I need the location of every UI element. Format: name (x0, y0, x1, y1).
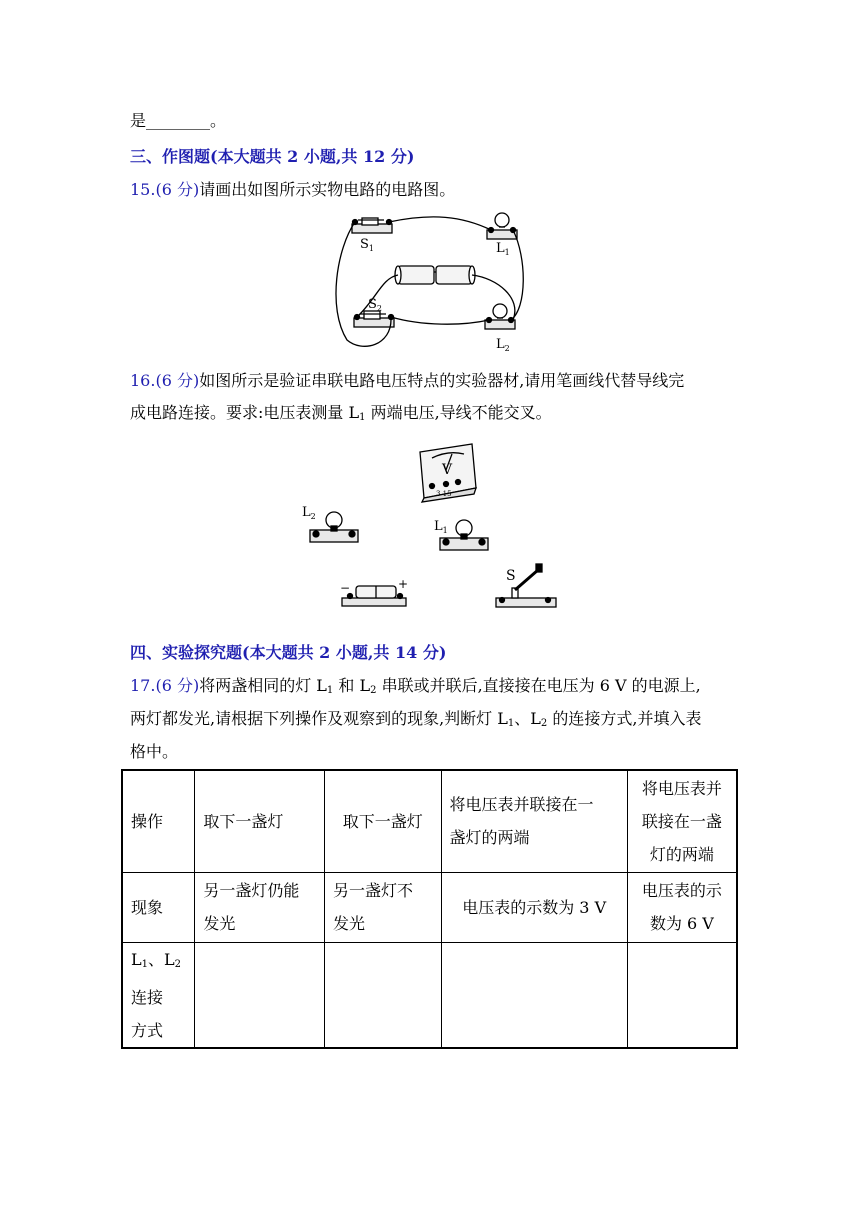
q17-line2 (130, 708, 701, 735)
top-line-suffix: 。 (210, 111, 227, 130)
answer-cell-1[interactable] (195, 942, 325, 1048)
q17-s1: 1 (326, 685, 334, 696)
cell-ph-4: 电压表的示 数为 6 V (627, 872, 737, 942)
q17-s3: 1 (507, 718, 515, 729)
top-line (130, 110, 226, 132)
q16-sub: 1 (359, 412, 366, 423)
q17-s4: 2 (540, 718, 548, 729)
cell-ph-3: 电压表的示数为 3 V (441, 872, 627, 942)
table-row-phenomenon (122, 872, 737, 942)
label-s1: $S_1$ (360, 237, 374, 253)
section3-title: 三、作图题(本大题共 2 小题,共 12 分) (130, 147, 415, 166)
battery-pack (395, 266, 475, 284)
q17-number: 17.(6 分) (130, 676, 200, 695)
q16-line1 (130, 370, 684, 392)
q17-t1a: 将两盏相同的灯 L (199, 676, 327, 695)
table-row-operation (122, 770, 737, 872)
q15-question: 请画出如图所示实物电路的电路图。 (199, 180, 456, 199)
voltmeter-ticks: 3 15 (436, 490, 452, 498)
q17-t1c: 串联或并联后,直接接在电压为 6 V 的电源上, (376, 676, 701, 695)
cell-ph-1: 另一盏灯仍能 发光 (195, 872, 325, 942)
answer-cell-4[interactable] (627, 942, 737, 1048)
label-l2-apparatus: $L_2$ (302, 505, 316, 521)
table-row-connection (122, 942, 737, 1048)
q17-table (121, 769, 738, 1049)
label-l1: $L_1$ (496, 241, 510, 257)
label-s-apparatus: S (506, 568, 516, 584)
label-s2: $S_2$ (368, 297, 382, 313)
cell-op-1: 取下一盏灯 (195, 770, 325, 872)
answer-blank: ________ (146, 111, 211, 130)
cell-op-2: 取下一盏灯 (324, 770, 441, 872)
q16-number: 16.(6 分) (130, 371, 200, 390)
voltmeter-v-label: V (442, 462, 453, 478)
q16-apparatus-figure (300, 440, 570, 615)
q17-line3: 格中。 (130, 742, 179, 761)
q16-text-2a: 成电路连接。要求:电压表测量 L (130, 403, 360, 422)
battery-plus: + (398, 577, 409, 591)
row-header-phenomenon: 现象 (122, 872, 195, 942)
cell-op-3: 将电压表并联接在一 盏灯的两端 (441, 770, 627, 872)
q17-t1b: 和 L (333, 676, 371, 695)
answer-cell-3[interactable] (441, 942, 627, 1048)
row-header-connection: $L_1$、$L_2$ 连接 方式 (122, 942, 195, 1048)
top-line-prefix: 是 (130, 111, 147, 130)
lamp-l2-apparatus (310, 512, 358, 542)
q17-t2b: 、L (514, 709, 541, 728)
label-l2: $L_2$ (496, 337, 510, 353)
q17-line1 (130, 675, 701, 702)
knife-switch (496, 564, 556, 607)
lamp-l1-apparatus (440, 520, 488, 550)
q16-line2 (130, 402, 552, 429)
cell-op-4: 将电压表并 联接在一盏 灯的两端 (627, 770, 737, 872)
lamp-l1 (487, 213, 517, 239)
q17-s2: 2 (370, 685, 377, 696)
label-l1-apparatus: $L_1$ (434, 519, 448, 535)
q16-text-1: 如图所示是验证串联电路电压特点的实验器材,请用笔画线代替导线完 (199, 371, 685, 390)
q16-text-2b: 两端电压,导线不能交叉。 (365, 403, 552, 422)
q17-t2c: 的连接方式,并填入表 (547, 709, 702, 728)
row-header-operation: 操作 (122, 770, 195, 872)
cell-ph-2: 另一盏灯不 发光 (324, 872, 441, 942)
q17-t2a: 两灯都发光,请根据下列操作及观察到的现象,判断灯 L (130, 709, 508, 728)
lamp-l2 (485, 304, 515, 329)
q15-number: 15.(6 分) (130, 180, 200, 199)
q15-circuit-figure (322, 208, 534, 358)
section4-title: 四、实验探究题(本大题共 2 小题,共 14 分) (130, 643, 447, 662)
answer-cell-2[interactable] (324, 942, 441, 1048)
battery (342, 586, 406, 606)
q15-text (130, 179, 455, 201)
switch-s1 (352, 218, 392, 233)
battery-minus: − (340, 581, 351, 595)
